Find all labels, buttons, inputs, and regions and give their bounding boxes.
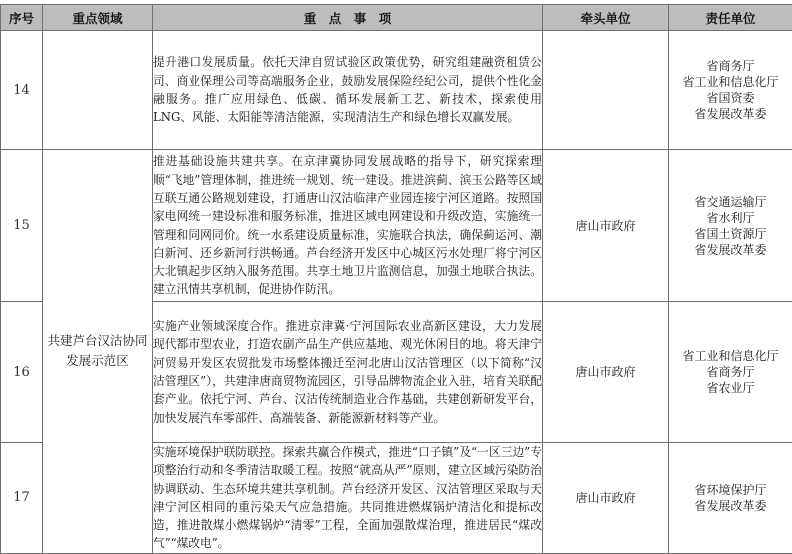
responsible-units-cell [669, 31, 792, 150]
row-index: 14 [1, 31, 43, 150]
lead-unit-cell: 唐山市政府 [543, 443, 669, 554]
header-lead: 牵头单位 [543, 5, 669, 31]
key-area-cell: 共建芦台汉沽协同发展示范区 [43, 150, 153, 554]
task-cell: 推进基础设施共建共享。在京津冀协同发展战略的指导下，研究探索理顺“飞地”管理体制，推进统一规划、统一建设。推进滨蓟、滨玉公路等区域互联互通公路规划建设，打通唐山汉沽临津产业园连接宁河区道路。按照国家电网统一建设标准和服务标准，推进区域电网建设和升级改造，实施统一管理和同网同价。统一水系建设质量标准，实施联合执法，确保蓟运河、潮白新河、还乡新河行洪畅通。芦台经济开发区中心城区污水处理厂将宁河区大北镇起步区纳入服务范围。共享土地卫片监测信息，加强土地联合执法。建立汛情共享机制，促进协作防汛。 [153, 150, 543, 302]
key-tasks-table [0, 4, 792, 554]
task-cell: 实施产业领域深度合作。推进京津冀·宁河国际农业高新区建设，大力发展现代都市型农业，打造农副产品生产供应基地、观光休闲目的地。将天津宁河贸易开发区农贸批发市场整体搬迁至河北唐山汉沽管理区（以下简称“汉沽管理区”），共建津唐商贸物流园区，引导品牌物流企业入驻，培育关联配套产业。依托宁河、芦台、汉沽传统制造业合作基础，共建创新研发平台，加快发展汽车零部件、高端装备、新能源新材料等产业。 [153, 302, 543, 443]
responsible-unit: 省交通运输厅 [669, 194, 792, 210]
table-header-row [1, 5, 792, 31]
responsible-unit: 省国土资源厅 [669, 226, 792, 242]
task-cell: 提升港口发展质量。依托天津自贸试验区政策优势，研究组建融资租赁公司、商业保理公司等高端服务企业，鼓励发展保险经纪公司，提供个性化金融服务。推广应用绿色、低碳、循环发展新工艺、新技术，探索使用LNG、风能、太阳能等清洁能源，实现清洁生产和绿色增长双赢发展。 [153, 31, 543, 150]
responsible-unit: 省发展改革委 [669, 106, 792, 122]
row-index: 15 [1, 150, 43, 302]
responsible-unit: 省水利厅 [669, 210, 792, 226]
row-index: 16 [1, 302, 43, 443]
header-area: 重点领域 [43, 5, 153, 31]
lead-unit-cell: 唐山市政府 [543, 302, 669, 443]
responsible-unit: 省工业和信息化厅 [669, 74, 792, 90]
responsible-unit: 省国资委 [669, 90, 792, 106]
header-resp: 责任单位 [669, 5, 792, 31]
responsible-unit: 省商务厅 [669, 58, 792, 74]
table-row [1, 150, 792, 302]
responsible-unit: 省工业和信息化厅 [669, 348, 792, 364]
responsible-unit: 省发展改革委 [669, 498, 792, 514]
responsible-unit: 省商务厅 [669, 364, 792, 380]
header-index: 序号 [1, 5, 43, 31]
responsible-units-cell [669, 150, 792, 302]
row-index: 17 [1, 443, 43, 554]
task-cell: 实施环境保护联防联控。探索共赢合作模式，推进“口子镇”及“一区三边”专项整治行动和冬季清洁取暖工程。按照“就高从严”原则，建立区域污染防治协调联动、生态环境共建共享机制。芦台经济开发区、汉沽管理区采取与天津宁河区相同的重污染天气应急措施。共同推进燃煤锅炉清洁化和提标改造，推进散煤小燃煤锅炉“清零”工程，全面加强散煤治理，推进居民“煤改气”“煤改电”。 [153, 443, 543, 554]
table-row [1, 31, 792, 150]
area-cell-empty [43, 31, 153, 150]
responsible-unit: 省环境保护厅 [669, 482, 792, 498]
header-task: 重 点 事 项 [153, 5, 543, 31]
lead-unit-cell: 唐山市政府 [543, 150, 669, 302]
responsible-unit: 省农业厅 [669, 380, 792, 396]
responsible-units-cell [669, 443, 792, 554]
responsible-unit: 省发展改革委 [669, 242, 792, 258]
lead-unit-cell [543, 31, 669, 150]
responsible-units-cell [669, 302, 792, 443]
